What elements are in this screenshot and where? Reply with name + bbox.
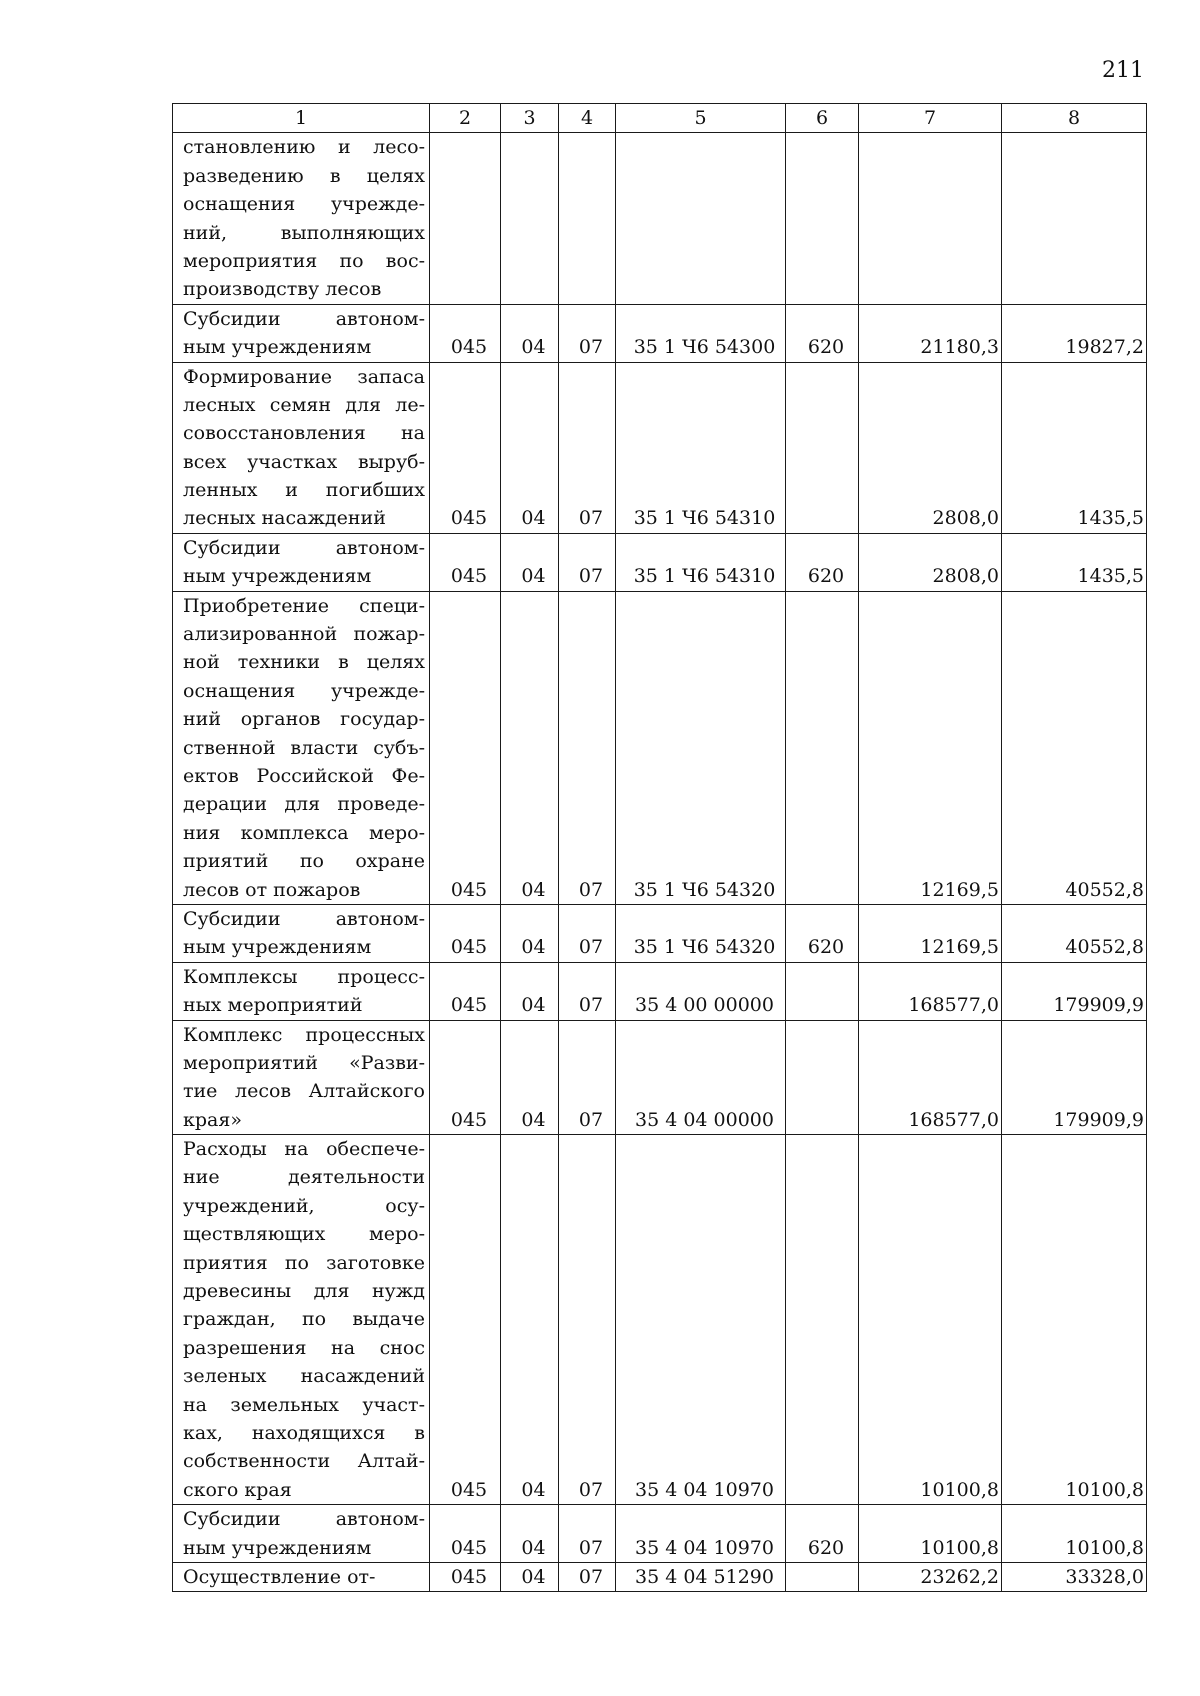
subsection-cell: 07 <box>559 304 616 362</box>
target-article-cell: 35 4 04 51290 <box>616 1562 786 1591</box>
target-article-cell: 35 1 Ч6 54310 <box>616 362 786 533</box>
description-cell <box>173 962 430 1020</box>
amount-year1-cell: 2808,0 <box>859 533 1002 591</box>
amount-year2-cell <box>1002 133 1147 304</box>
description-line: ществляющих меро- <box>183 1223 425 1246</box>
column-header: 1 <box>173 104 430 133</box>
amount-year2-cell: 40552,8 <box>1002 591 1147 904</box>
gov-code-cell: 045 <box>430 304 501 362</box>
description-line: ского края <box>183 1478 292 1501</box>
expense-type-cell: 620 <box>786 1505 859 1563</box>
amount-year2-cell: 19827,2 <box>1002 304 1147 362</box>
section-cell: 04 <box>501 591 559 904</box>
description-line: ний органов государ- <box>183 708 425 731</box>
description-line: на земельных участ- <box>183 1393 425 1416</box>
amount-year2-cell: 179909,9 <box>1002 962 1147 1020</box>
amount-year1-cell: 12169,5 <box>859 904 1002 962</box>
description-line: Субсидии автоном- <box>183 536 425 559</box>
description-cell <box>173 1020 430 1135</box>
description-cell <box>173 133 430 304</box>
description-line: совосстановления на <box>183 422 425 445</box>
description-line: лесных насаждений <box>183 507 386 530</box>
section-cell: 04 <box>501 904 559 962</box>
amount-year1-cell: 10100,8 <box>859 1505 1002 1563</box>
description-line: ния комплекса меро- <box>183 821 425 844</box>
description-line: мероприятия по вос- <box>183 249 425 272</box>
section-cell: 04 <box>501 304 559 362</box>
expense-type-cell <box>786 133 859 304</box>
description-line: разведению в целях <box>183 164 425 187</box>
amount-year1-cell: 12169,5 <box>859 591 1002 904</box>
description-line: лесных семян для ле- <box>183 393 425 416</box>
expense-type-cell: 620 <box>786 304 859 362</box>
section-cell: 04 <box>501 533 559 591</box>
description-line: ние деятельности <box>183 1166 425 1189</box>
table-row <box>173 591 1147 904</box>
description-line: Субсидии автоном- <box>183 307 425 330</box>
description-line: края» <box>183 1108 242 1131</box>
description-line: ленных и погибших <box>183 479 425 502</box>
table-header-row <box>173 104 1147 133</box>
gov-code-cell: 045 <box>430 1505 501 1563</box>
section-cell: 04 <box>501 362 559 533</box>
amount-year2-cell: 33328,0 <box>1002 1562 1147 1591</box>
description-line: ний, выполняющих <box>183 221 425 244</box>
amount-year2-cell: 40552,8 <box>1002 904 1147 962</box>
target-article-cell: 35 1 Ч6 54310 <box>616 533 786 591</box>
description-line: дерации для проведе- <box>183 793 425 816</box>
section-cell: 04 <box>501 1505 559 1563</box>
expense-type-cell <box>786 1562 859 1591</box>
expense-type-cell <box>786 1135 859 1505</box>
table-row <box>173 1505 1147 1563</box>
subsection-cell: 07 <box>559 533 616 591</box>
amount-year2-cell: 1435,5 <box>1002 533 1147 591</box>
section-cell: 04 <box>501 1562 559 1591</box>
amount-year1-cell: 2808,0 <box>859 362 1002 533</box>
expense-type-cell: 620 <box>786 904 859 962</box>
amount-year1-cell: 168577,0 <box>859 1020 1002 1135</box>
subsection-cell: 07 <box>559 362 616 533</box>
target-article-cell: 35 4 04 10970 <box>616 1505 786 1563</box>
description-line: приятий по охране <box>183 850 425 873</box>
description-line: ках, находящихся в <box>183 1421 425 1444</box>
description-line: ственной власти субъ- <box>183 736 425 759</box>
description-cell <box>173 533 430 591</box>
subsection-cell: 07 <box>559 1135 616 1505</box>
description-line: Осуществление от- <box>183 1565 376 1588</box>
table-row <box>173 904 1147 962</box>
description-cell <box>173 904 430 962</box>
description-line: собственности Алтай- <box>183 1450 425 1473</box>
description-line: оснащения учрежде- <box>183 679 425 702</box>
page-number: 211 <box>1102 58 1144 83</box>
budget-table <box>172 103 1147 1592</box>
description-line: приятия по заготовке <box>183 1251 425 1274</box>
description-cell <box>173 591 430 904</box>
table-row <box>173 1562 1147 1591</box>
description-line: граждан, по выдаче <box>183 1308 425 1331</box>
description-line: ализированной пожар- <box>183 623 425 646</box>
description-line: тие лесов Алтайского <box>183 1080 425 1103</box>
description-line: древесины для нужд <box>183 1280 425 1303</box>
description-line: ектов Российской Фе- <box>183 765 425 787</box>
gov-code-cell: 045 <box>430 1020 501 1135</box>
gov-code-cell: 045 <box>430 362 501 533</box>
table-row <box>173 362 1147 533</box>
target-article-cell: 35 1 Ч6 54320 <box>616 591 786 904</box>
description-line: Комплекс процессных <box>183 1023 425 1046</box>
amount-year2-cell: 1435,5 <box>1002 362 1147 533</box>
target-article-cell: 35 4 00 00000 <box>616 962 786 1020</box>
section-cell <box>501 133 559 304</box>
gov-code-cell <box>430 133 501 304</box>
target-article-cell: 35 1 Ч6 54320 <box>616 904 786 962</box>
gov-code-cell: 045 <box>430 962 501 1020</box>
description-line: производству лесов <box>183 278 382 301</box>
column-header: 3 <box>501 104 559 133</box>
target-article-cell <box>616 133 786 304</box>
description-cell <box>173 304 430 362</box>
subsection-cell: 07 <box>559 904 616 962</box>
gov-code-cell: 045 <box>430 533 501 591</box>
section-cell: 04 <box>501 1020 559 1135</box>
amount-year1-cell: 21180,3 <box>859 304 1002 362</box>
subsection-cell: 07 <box>559 1562 616 1591</box>
description-line: ным учреждениям <box>183 1536 372 1559</box>
description-line: оснащения учрежде- <box>183 193 425 216</box>
subsection-cell: 07 <box>559 1020 616 1135</box>
description-line: Субсидии автоном- <box>183 907 425 930</box>
description-line: Формирование запаса <box>183 365 425 388</box>
table-row <box>173 133 1147 304</box>
gov-code-cell: 045 <box>430 904 501 962</box>
description-line: Субсидии автоном- <box>183 1508 425 1531</box>
table-row <box>173 1135 1147 1505</box>
description-line: учреждений, осу- <box>183 1194 425 1217</box>
description-line: зеленых насаждений <box>183 1365 425 1388</box>
section-cell: 04 <box>501 1135 559 1505</box>
description-line: лесов от пожаров <box>183 878 361 901</box>
column-header: 6 <box>786 104 859 133</box>
amount-year1-cell: 23262,2 <box>859 1562 1002 1591</box>
description-line: ных мероприятий <box>183 994 363 1017</box>
description-cell <box>173 1505 430 1563</box>
target-article-cell: 35 4 04 10970 <box>616 1135 786 1505</box>
amount-year1-cell: 168577,0 <box>859 962 1002 1020</box>
description-line: Комплексы процесс- <box>183 965 425 988</box>
subsection-cell <box>559 133 616 304</box>
description-line: ным учреждениям <box>183 336 372 359</box>
amount-year2-cell: 10100,8 <box>1002 1135 1147 1505</box>
subsection-cell: 07 <box>559 962 616 1020</box>
description-line: всех участках выруб- <box>183 450 425 473</box>
gov-code-cell: 045 <box>430 1562 501 1591</box>
description-cell <box>173 1562 430 1591</box>
gov-code-cell: 045 <box>430 1135 501 1505</box>
description-cell <box>173 1135 430 1505</box>
table-row <box>173 962 1147 1020</box>
description-line: ным учреждениям <box>183 936 372 959</box>
target-article-cell: 35 1 Ч6 54300 <box>616 304 786 362</box>
amount-year1-cell <box>859 133 1002 304</box>
description-line: ной техники в целях <box>183 651 425 674</box>
column-header: 8 <box>1002 104 1147 133</box>
column-header: 2 <box>430 104 501 133</box>
column-header: 5 <box>616 104 786 133</box>
expense-type-cell: 620 <box>786 533 859 591</box>
expense-type-cell <box>786 591 859 904</box>
column-header: 7 <box>859 104 1002 133</box>
amount-year2-cell: 179909,9 <box>1002 1020 1147 1135</box>
target-article-cell: 35 4 04 00000 <box>616 1020 786 1135</box>
description-line: мероприятий «Разви- <box>183 1051 425 1074</box>
subsection-cell: 07 <box>559 1505 616 1563</box>
description-line: Расходы на обеспече- <box>183 1138 425 1161</box>
expense-type-cell <box>786 362 859 533</box>
table-row <box>173 1020 1147 1135</box>
column-header: 4 <box>559 104 616 133</box>
table-row <box>173 304 1147 362</box>
amount-year1-cell: 10100,8 <box>859 1135 1002 1505</box>
amount-year2-cell: 10100,8 <box>1002 1505 1147 1563</box>
description-line: ным учреждениям <box>183 565 372 588</box>
section-cell: 04 <box>501 962 559 1020</box>
description-cell <box>173 362 430 533</box>
subsection-cell: 07 <box>559 591 616 904</box>
description-line: Приобретение специ- <box>183 594 425 617</box>
expense-type-cell <box>786 1020 859 1135</box>
gov-code-cell: 045 <box>430 591 501 904</box>
expense-type-cell <box>786 962 859 1020</box>
table-row <box>173 533 1147 591</box>
description-line: разрешения на снос <box>183 1336 425 1359</box>
description-line: становлению и лесо- <box>183 136 425 159</box>
